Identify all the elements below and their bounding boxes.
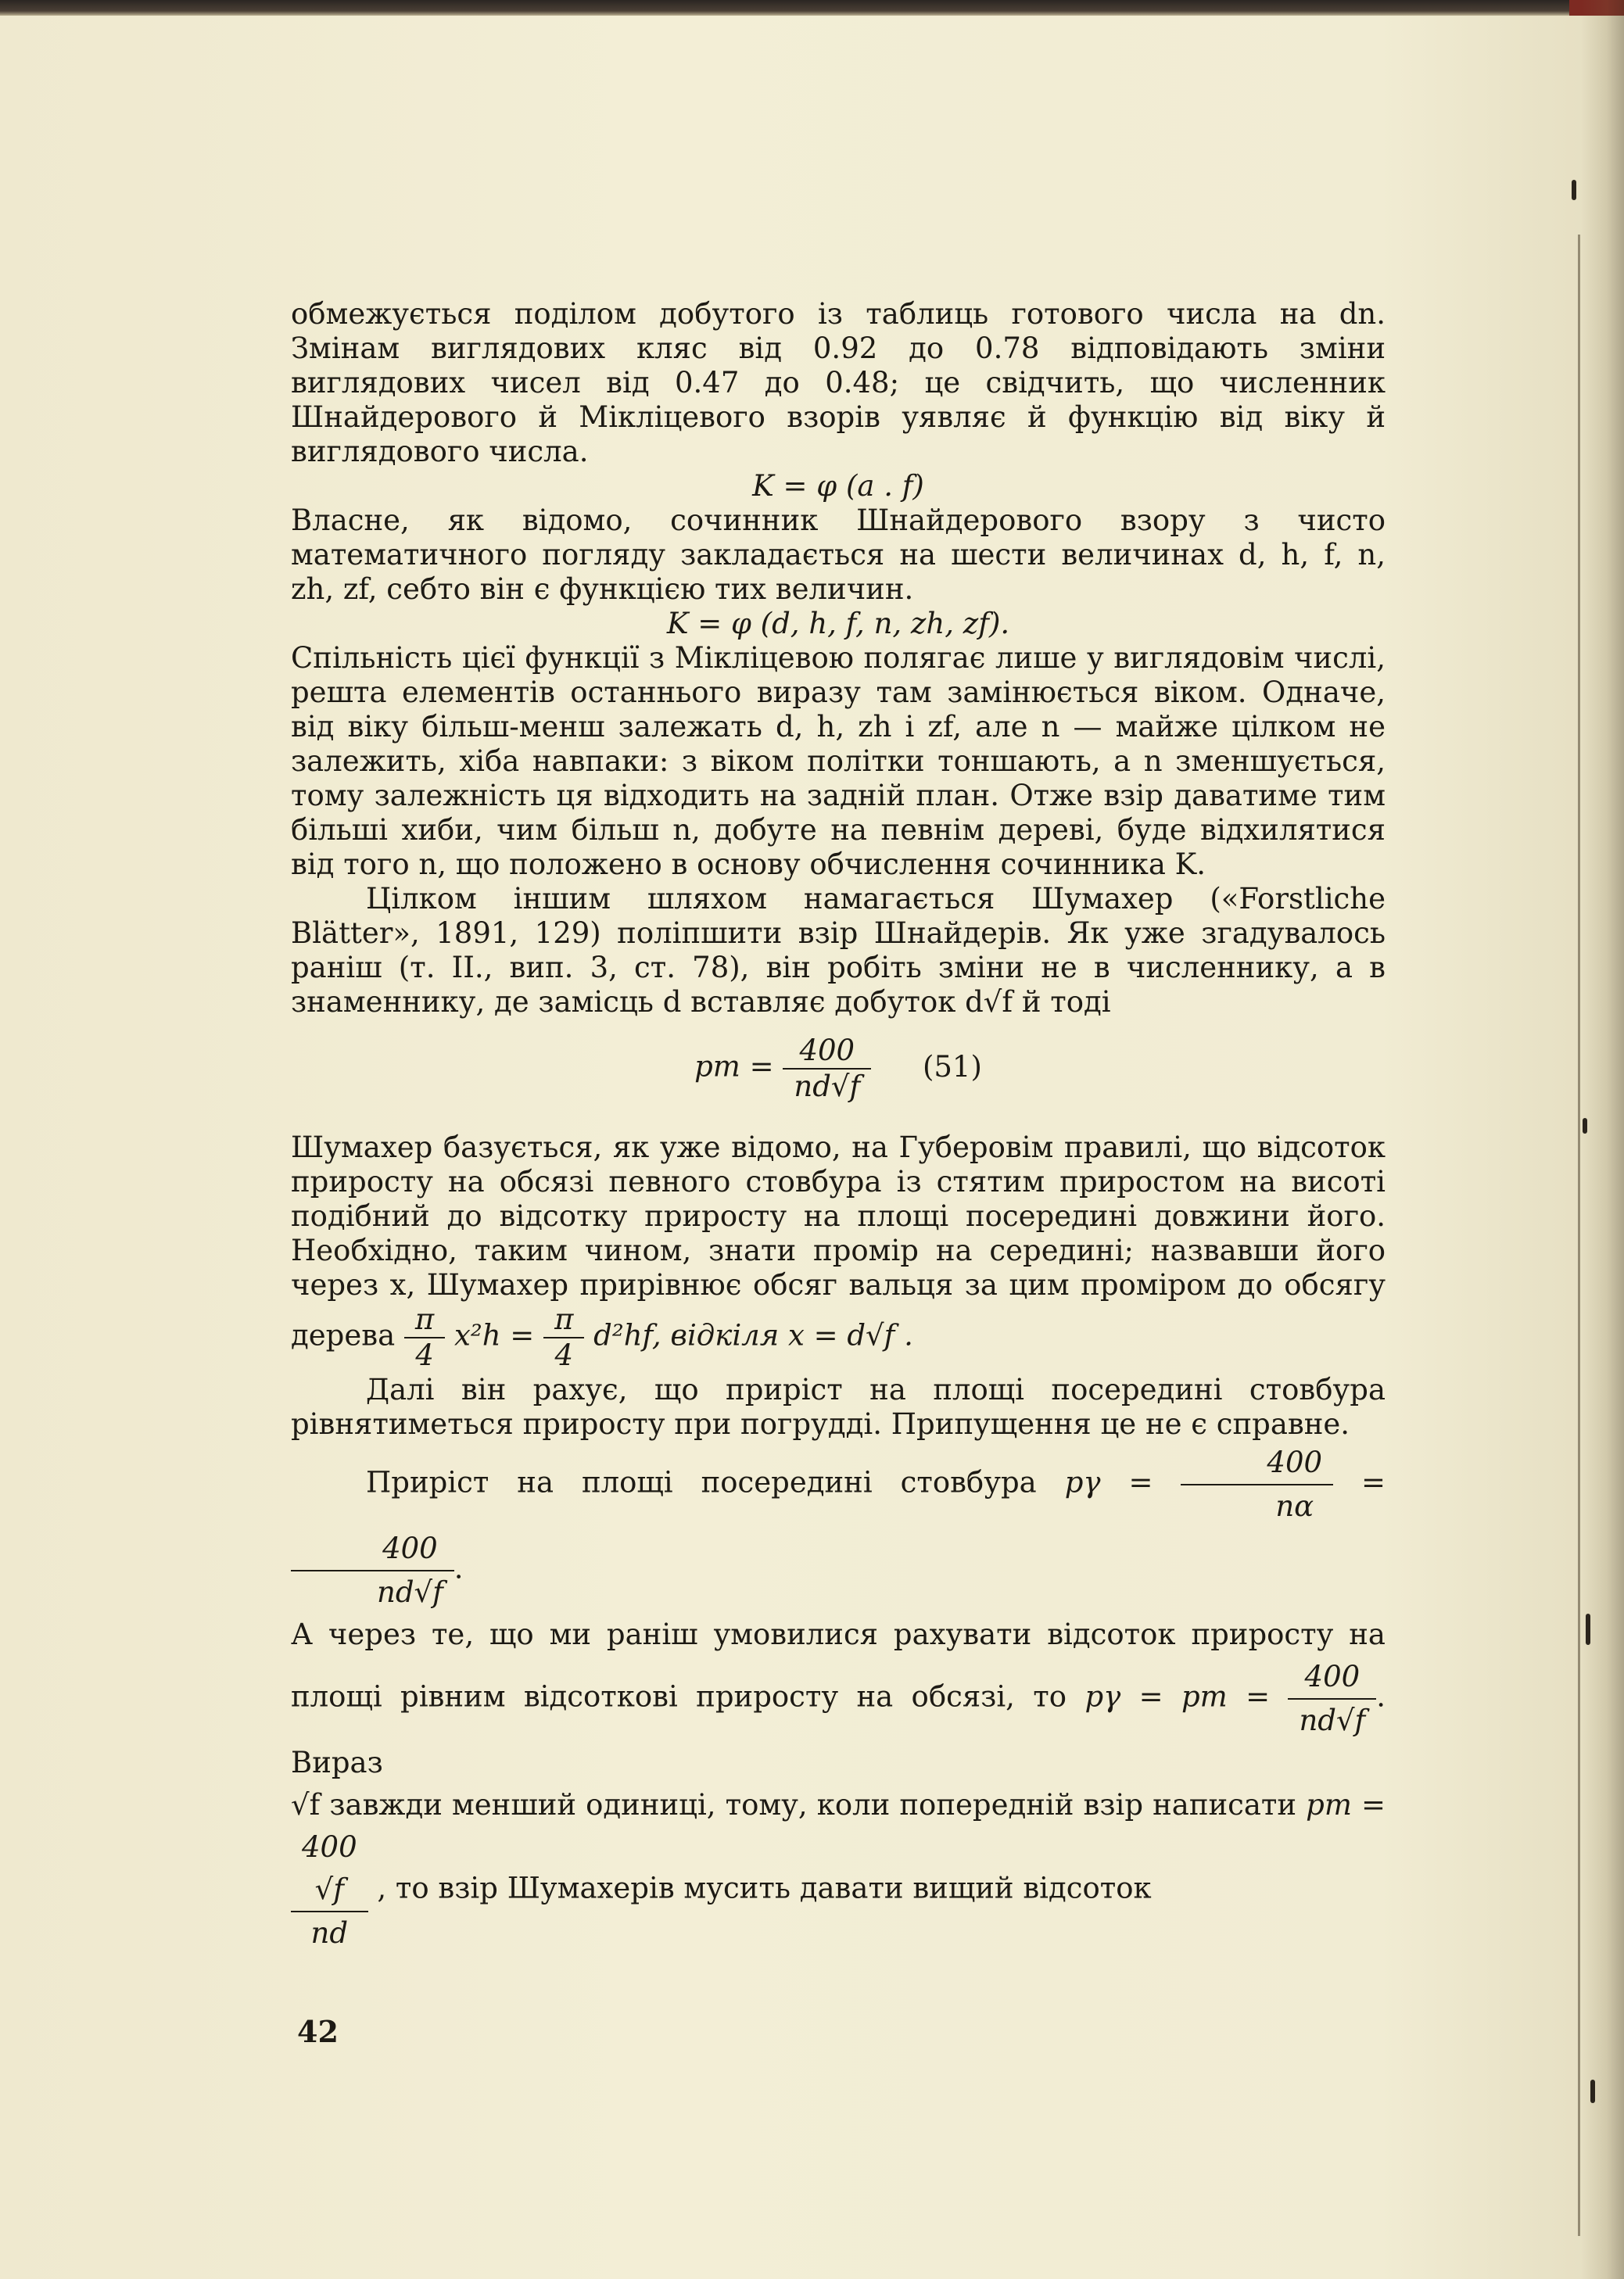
- fraction: [1288, 1656, 1376, 1742]
- numerator: 400: [291, 1528, 454, 1571]
- paragraph-text: Вираз: [291, 1746, 383, 1779]
- formula: K = φ (a . f): [752, 469, 924, 503]
- paragraph: Цілком іншим шляхом намагається Шумахер («Forstliche Blätter», 1891, 129) поліпшити взір Шнайдерів. Як уже згадувалось раніш (т. II., вип. 3, ст. 78), він робіть зміни не в численнику, а в знаменнику, де замісць d вставляє добуток d√f й тоді: [291, 882, 1386, 1019]
- formula: K = φ (d, h, f, n, zh, zf).: [666, 607, 1010, 640]
- formula-part: x²h =: [454, 1318, 535, 1353]
- numerator: π: [543, 1303, 584, 1338]
- denominator: 4: [554, 1338, 574, 1372]
- numerator: 400: [1288, 1656, 1376, 1700]
- equals: =: [1361, 1465, 1386, 1500]
- paragraph: Приріст на площі посередині стовбура pγ = $\frac{400}{n\alpha}$ = $\frac{400}{nd√f}$ .: [291, 1442, 1386, 1614]
- paragraph-text: Шумахер базується, як уже відомо, на Губеровім правилі, що відсоток приросту на обсязі певного стовбура із стятим приростом на висоті подібний до відсотку приросту на площі посередині довжини його. Необхідно, таким чином, знати промір на середині; назвавши його через x, Шумахер прирівнює обсяг вальця за цим проміром до обсягу дерева: [291, 1131, 1386, 1353]
- page-body: [291, 297, 1386, 1955]
- paragraph-text: √f завжди менший одиниці, тому, коли попередній взір написати: [291, 1788, 1297, 1822]
- paragraph-text: А через те, що ми раніш умовилися рахувати відсоток приросту на площі рівним відсоткові приросту на обсязі, то: [291, 1618, 1386, 1714]
- paragraph-text: , то взір Шумахерів мусить давати вищий відсоток: [377, 1871, 1152, 1905]
- denominator: nα: [1275, 1489, 1314, 1523]
- numerator-top: 400: [302, 1830, 357, 1864]
- formula-lhs: pγ =: [1064, 1465, 1153, 1500]
- fraction: [291, 1528, 454, 1614]
- equation-number: (51): [922, 1049, 982, 1084]
- denominator: nd√f: [794, 1070, 861, 1103]
- page-number: 42: [297, 2014, 339, 2049]
- denominator: 4: [415, 1338, 434, 1372]
- numerator-root: √f: [314, 1872, 344, 1906]
- formula-part: d²hf, відкіля x = d√f .: [593, 1318, 913, 1353]
- margin-mark: [1583, 1118, 1587, 1134]
- scan-top-border: [0, 0, 1624, 16]
- paragraph: Спільність цієї функції з Мікліцевою полягає лише у виглядовім числі, решта елементів останнього виразу там замінюється віком. Одначе, від віку більш-менш залежать d, h, zh і zf, але n — майже цілком не залежить, хіба навпаки: з віком політки тоншають, а n зменшується, тому залежність ця відходить на задній план. Отже взір даватиме тим більші хиби, чим більш n, добуте на певнім дереві, буде відхилятися від того n, що положено в основу обчислення сочинника K.: [291, 641, 1386, 881]
- paragraph: Далі він рахує, що приріст на площі посередині стовбура рівнятиметься приросту при погрудді. Припущення це не є справне.: [291, 1373, 1386, 1441]
- paragraph: Власне, як відомо, сочинник Шнайдерового взору з чисто математичного погляду закладається на шести величинах d, h, f, n, zh, zf, себто він є функцією тих величин.: [291, 503, 1386, 606]
- margin-mark: [1590, 2080, 1595, 2103]
- fraction: [783, 1034, 871, 1104]
- fraction: [291, 1826, 368, 1955]
- margin-mark: [1572, 180, 1576, 200]
- margin-mark: [1586, 1614, 1590, 1645]
- page-edge-line: [1578, 235, 1580, 2236]
- formula-lhs: pm =: [694, 1049, 774, 1084]
- formula-lhs: pm =: [1306, 1788, 1386, 1822]
- formula-51: [291, 1034, 1386, 1104]
- denominator: nd√f: [1299, 1704, 1366, 1737]
- paragraph: [291, 1784, 1386, 1955]
- fraction: [543, 1303, 584, 1373]
- page-edge-shadow: [1581, 0, 1624, 2279]
- numerator: 400: [1181, 1442, 1333, 1485]
- fraction: [404, 1303, 445, 1373]
- numerator: π: [404, 1303, 445, 1338]
- paragraph: А через те, що ми раніш умовилися рахувати відсоток приросту на площі рівним відсоткові приросту на обсязі, то pγ = pm = $\frac{400}{nd√f}$ . Вираз: [291, 1618, 1386, 1779]
- numerator: [291, 1826, 368, 1912]
- denominator: nd: [310, 1916, 349, 1950]
- numerator: 400: [783, 1034, 871, 1070]
- paragraph-text: Приріст на площі посередині стовбура: [366, 1465, 1037, 1500]
- paragraph: обмежується поділом добутого із таблиць готового числа на dn. Змінам виглядових кляс від 0.92 до 0.78 відповідають зміни виглядових чисел від 0.47 до 0.48; це свідчить, що численник Шнайдерового й Мікліцевого взорів уявляє й функцію від віку й виглядового числа.: [291, 297, 1386, 468]
- formula-lhs: pγ = pm =: [1084, 1679, 1271, 1714]
- fraction: [1181, 1442, 1333, 1528]
- paragraph: [291, 1131, 1386, 1373]
- denominator: nd√f: [377, 1575, 443, 1609]
